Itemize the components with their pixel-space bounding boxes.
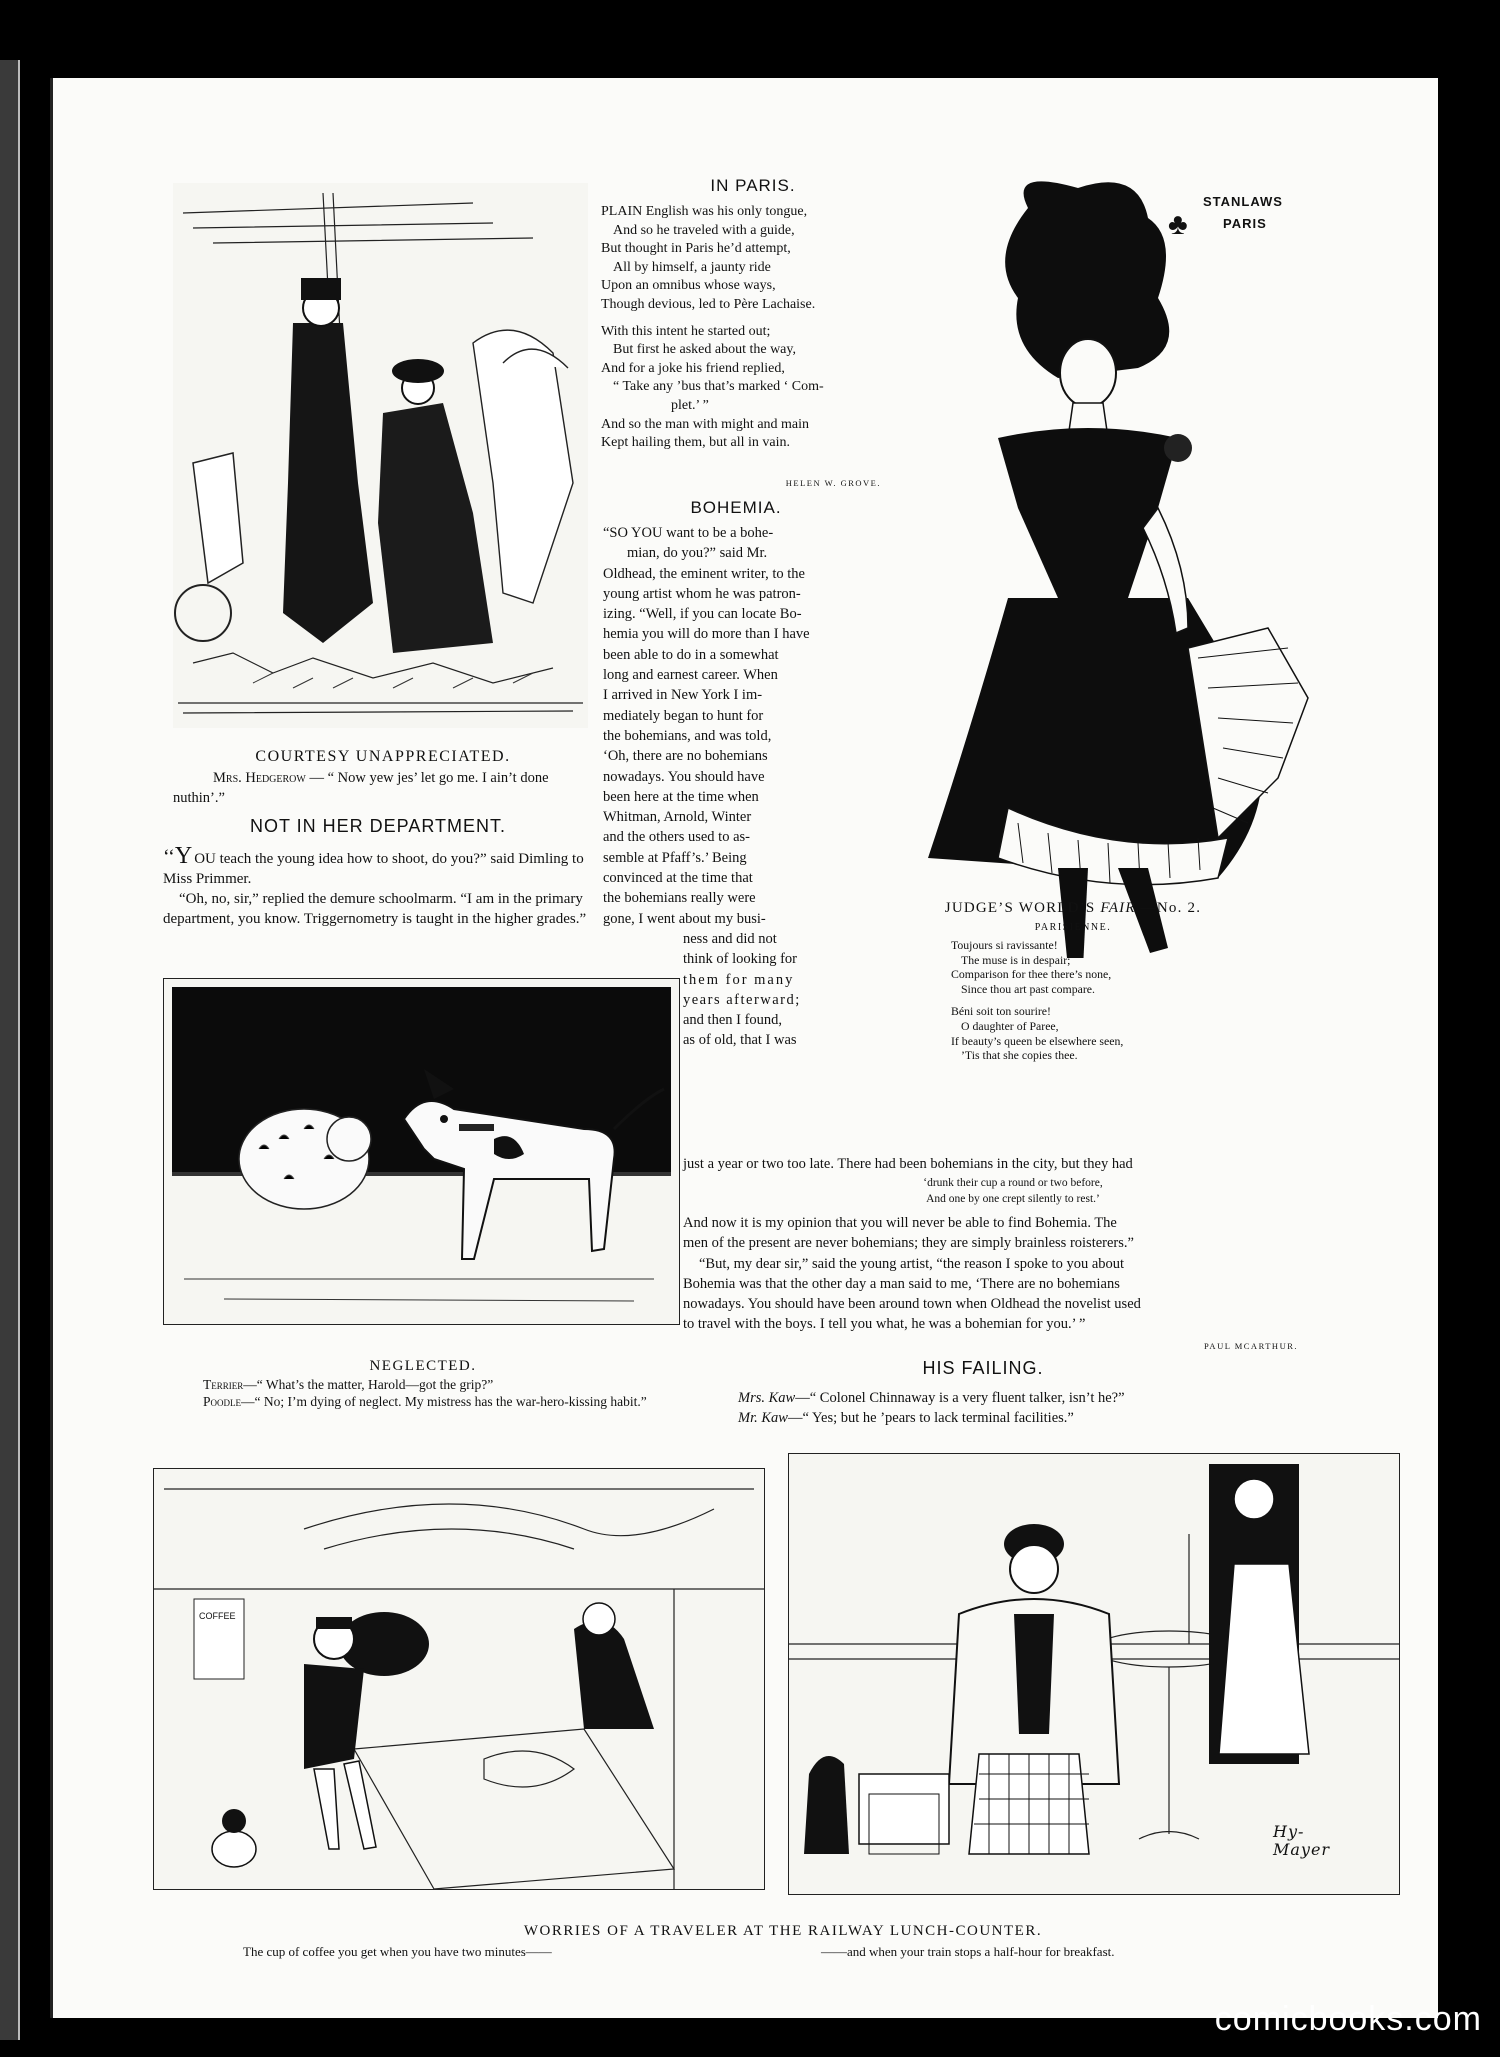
hy-mayer-signature: Hy- Mayer xyxy=(1273,1822,1331,1859)
dogs-drawing xyxy=(164,979,679,1324)
neglected-title: NEGLECTED. xyxy=(369,1358,477,1374)
mr-kaw-line: —“ Yes; but he ’pears to lack terminal facilities.” xyxy=(787,1410,1074,1426)
not-in-dept-p2: “Oh, no, sir,” replied the demure schoolmarm. “I am in the primary department, you know. Triggernometry is taught in the higher grades.” xyxy=(163,891,587,927)
bohemia-line-12: ‘Oh, there are no bohemians xyxy=(603,748,768,765)
bohemia-end-2: men of the present are never bohemians; they are simply brainless roisterers.” xyxy=(683,1235,1134,1252)
neglected-caption xyxy=(163,1376,688,1410)
poodle-speaker: Poodle xyxy=(203,1394,242,1409)
bohemia-line-11: the bohemians, and was told, xyxy=(603,727,772,744)
stanlaws-signature: STANLAWS xyxy=(1203,194,1283,209)
bohemia-line-7: been able to do in a somewhat xyxy=(603,646,779,663)
bohemia-line-9: I arrived in New York I im- xyxy=(603,687,763,704)
bohemia-narrow-2: think of looking for xyxy=(683,951,797,968)
verse-line-3: Comparison for thee there’s none, xyxy=(951,967,1112,982)
worries-title: WORRIES OF A TRAVELER AT THE RAILWAY LUNCH-COUNTER. xyxy=(523,1923,1043,1939)
not-in-dept-title: NOT IN HER DEPARTMENT. xyxy=(249,816,507,836)
neglected-line-2 xyxy=(163,1393,688,1410)
worlds-fair-title-a: JUDGE’S WORLD’S xyxy=(944,900,1101,916)
poem-line-3: But thought in Paris he’d attempt, xyxy=(601,241,791,257)
worries-right-caption: ——and when your train stops a half-hour for breakfast. xyxy=(821,1944,1115,1959)
bohemia-line-19: the bohemians really were xyxy=(603,890,756,907)
worries-left-caption: The cup of coffee you get when you have two minutes—— xyxy=(243,1944,552,1959)
verse-line-8: ’Tis that she copies thee. xyxy=(961,1048,1078,1063)
bohemia-quote-1: ‘drunk their cup a round or two before, xyxy=(923,1177,1103,1189)
bohemia-column xyxy=(603,523,883,929)
parisienne-verse xyxy=(951,938,1271,1063)
poem-line-8: But first he asked about the way, xyxy=(613,342,796,358)
parisienne-drawing xyxy=(888,178,1328,958)
bohemia-narrow-5: and then I found, xyxy=(683,1012,783,1029)
bohemia-line-14: been here at the time when xyxy=(603,788,759,805)
verse-line-6: O daughter of Paree, xyxy=(961,1018,1059,1033)
coffee-sign: COFFEE xyxy=(199,1611,236,1621)
his-failing-line-2 xyxy=(738,1408,1338,1428)
verse-line-1: Toujours si ravissante! xyxy=(951,938,1058,952)
worlds-fair-title xyxy=(898,900,1248,917)
bohemia-end-6: to travel with the boys. I tell you what, he was a bohemian for you.’ ” xyxy=(683,1316,1086,1333)
poem-line-2: And so he traveled with a guide, xyxy=(613,222,795,238)
verse-line-4: Since thou art past compare. xyxy=(961,981,1095,996)
worlds-fair-title-c: .—No. 2. xyxy=(1135,900,1202,916)
book-binding xyxy=(0,60,20,2040)
worlds-fair-title-b: FAIR xyxy=(1100,900,1136,916)
courtesy-line: — “ Now yew jes’ let go me. I ain’t done nuthin’.” xyxy=(173,770,549,806)
courtesy-caption xyxy=(173,768,593,808)
site-watermark: comicbooks.com xyxy=(1214,2000,1482,2038)
in-paris-author: HELEN W. GROVE. xyxy=(785,478,881,488)
bohemia-end-1: And now it is my opinion that you will never be able to find Bohemia. The xyxy=(683,1215,1117,1231)
terrier-line: —“ What’s the matter, Harold—got the grip?” xyxy=(243,1377,494,1392)
courtesy-title: COURTESY UNAPPRECIATED. xyxy=(255,748,511,765)
poem-line-1: PLAIN English was his only tongue, xyxy=(601,204,808,219)
poem-line-7: With this intent he started out; xyxy=(601,323,771,339)
lunch-counter-left-panel xyxy=(153,1468,765,1890)
courtesy-speaker: Mrs. Hedgerow xyxy=(213,770,306,786)
verse-line-2: The muse is in despair; xyxy=(961,952,1071,967)
verse-line-5: Béni soit ton sourire! xyxy=(951,1004,1051,1019)
clover-icon: ♣ xyxy=(1168,208,1188,241)
neglected-illustration xyxy=(163,978,680,1325)
bohemia-line-5: izing. “Well, if you can locate Bo- xyxy=(603,606,802,623)
not-in-dept-p1: OU teach the young idea how to shoot, do you?” said Dimling to Miss Primmer. xyxy=(163,851,584,887)
bohemia-end-3: “But, my dear sir,” said the young artist, “the reason I spoke to you about xyxy=(699,1255,1125,1272)
street-scene-drawing xyxy=(173,183,588,728)
bohemia-ending xyxy=(683,1213,1343,1335)
bohemia-line-18: convinced at the time that xyxy=(603,870,753,887)
bohemia-line-10: mediately began to hunt for xyxy=(603,707,764,724)
mr-kaw-speaker: Mr. Kaw xyxy=(738,1410,788,1426)
mrs-kaw-speaker: Mrs. Kaw xyxy=(738,1390,796,1406)
poem-line-11: plet.’ ” xyxy=(671,397,709,413)
bohemia-line-1: “SO YOU want to be a bohe- xyxy=(603,525,774,541)
poem-line-6: Though devious, led to Père Lachaise. xyxy=(601,296,816,312)
bohemia-line-2: mian, do you?” said Mr. xyxy=(627,545,768,562)
poem-line-10: “ Take any ’bus that’s marked ‘ Com- xyxy=(613,379,824,395)
poem-line-13: Kept hailing them, but all in vain. xyxy=(601,435,790,451)
bohemia-quote-2: And one by one crept silently to rest.’ xyxy=(926,1193,1100,1205)
poem-line-5: Upon an omnibus whose ways, xyxy=(601,278,776,294)
poem-line-4: All by himself, a jaunty ride xyxy=(613,259,771,275)
paris-signature: PARIS xyxy=(1223,216,1267,231)
parisienne-illustration xyxy=(888,178,1328,958)
poem-line-9: And for a joke his friend replied, xyxy=(601,360,785,376)
bohemia-line-6: hemia you will do more than I have xyxy=(603,626,810,643)
bohemia-author: PAUL MCARTHUR. xyxy=(1203,1341,1298,1351)
not-in-dept-story xyxy=(163,843,593,929)
bohemia-line-4: young artist whom he was patron- xyxy=(603,585,801,602)
bohemia-line-16: and the others used to as- xyxy=(603,829,750,846)
bohemia-narrow-4: years afterward; xyxy=(683,991,801,1008)
magazine-page xyxy=(50,78,1438,2018)
his-failing-dialogue xyxy=(738,1388,1338,1428)
parisienne-subtitle: PARISIENNE. xyxy=(1034,922,1112,933)
his-failing-line-1 xyxy=(738,1388,1338,1408)
bohemia-end-4: Bohemia was that the other day a man said to me, ‘There are no bohemians xyxy=(683,1275,1120,1292)
bohemia-narrow-3: them for many xyxy=(683,971,795,988)
not-in-dept-dropcap: Y xyxy=(174,843,193,869)
bohemia-narrow-1: ness and did not xyxy=(683,931,777,947)
verse-line-7: If beauty’s queen be elsewhere seen, xyxy=(951,1033,1124,1048)
bohemia-end-5: nowadays. You should have been around town when Oldhead the novelist used xyxy=(683,1296,1141,1313)
bohemia-title: BOHEMIA. xyxy=(690,498,782,517)
bohemia-wide-line: just a year or two too late. There had been bohemians in the city, but they had xyxy=(683,1156,1133,1172)
bohemia-line-17: semble at Pfaff’s.’ Being xyxy=(603,849,747,866)
not-in-dept-open-quote: ‘‘ xyxy=(163,846,175,868)
courtesy-illustration xyxy=(173,183,588,728)
in-paris-title: IN PARIS. xyxy=(710,176,796,195)
bohemia-narrow-column xyxy=(683,929,863,1051)
poem-line-12: And so the man with might and main xyxy=(601,416,810,432)
two-minute-coffee-drawing xyxy=(154,1469,764,1889)
terrier-speaker: Terrier xyxy=(203,1377,244,1392)
bohemia-line-8: long and earnest career. When xyxy=(603,667,778,684)
in-paris-poem xyxy=(601,203,911,453)
bohemia-line-20: gone, I went about my busi- xyxy=(603,910,766,927)
bohemia-narrow-6: as of old, that I was xyxy=(683,1032,797,1049)
bohemia-line-15: Whitman, Arnold, Winter xyxy=(603,809,752,826)
his-failing-title: HIS FAILING. xyxy=(922,1358,1044,1378)
mrs-kaw-line: —“ Colonel Chinnaway is a very fluent talker, isn’t he?” xyxy=(795,1390,1125,1406)
poodle-line: —“ No; I’m dying of neglect. My mistress has the war-hero-kissing habit.” xyxy=(241,1394,647,1409)
bohemia-line-13: nowadays. You should have xyxy=(603,768,765,785)
bohemia-line-3: Oldhead, the eminent writer, to the xyxy=(603,565,805,582)
neglected-line-1 xyxy=(163,1376,688,1393)
